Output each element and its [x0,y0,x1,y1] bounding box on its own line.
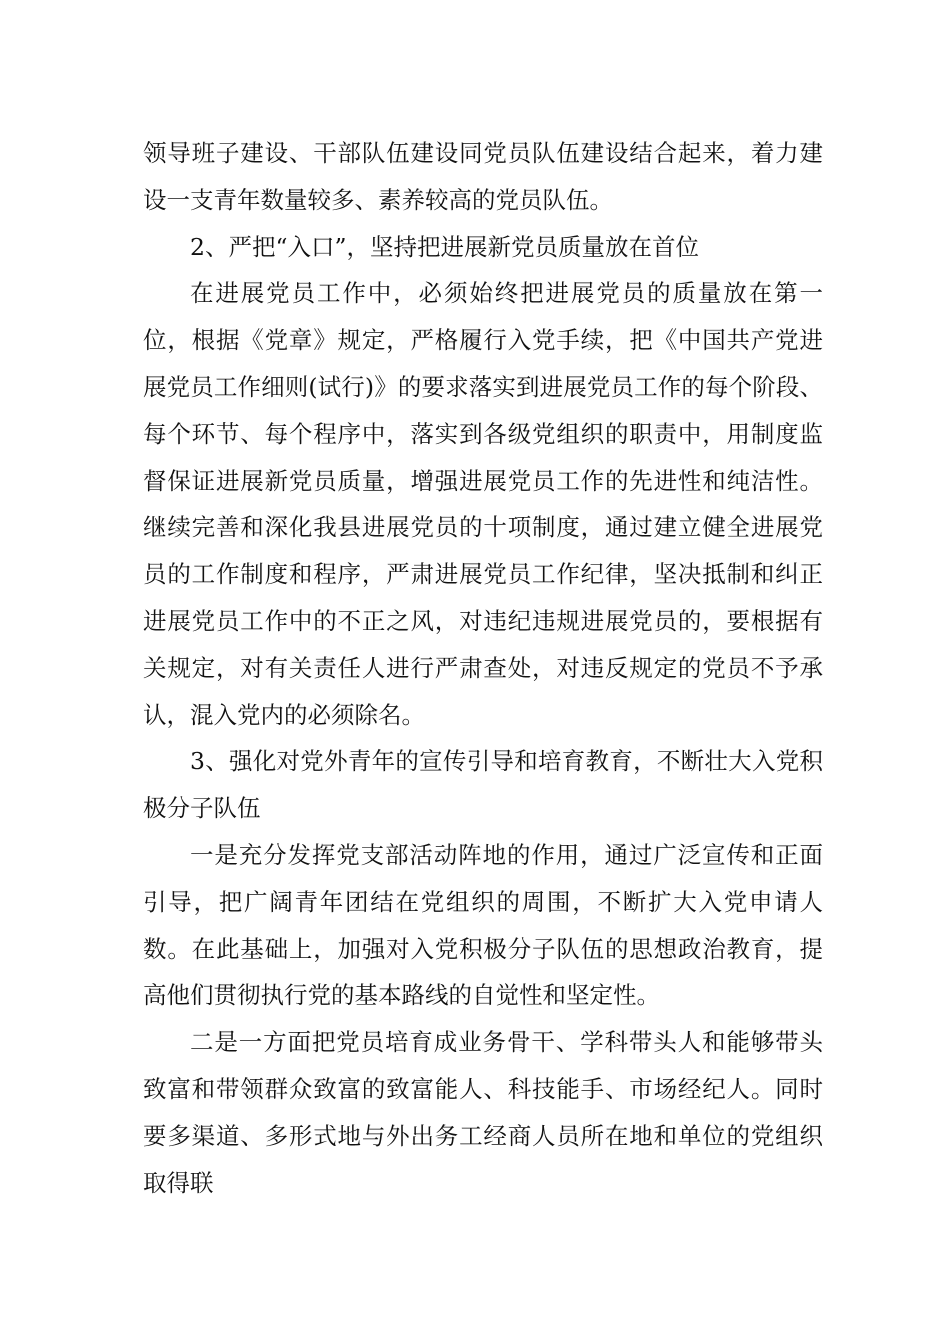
paragraph-1: 领导班子建设、干部队伍建设同党员队伍建设结合起来，着力建设一支青年数量较多、素养较高的党员队伍。 [143,139,823,214]
paragraph-heading-2: 2、严把“入口”，坚持把进展新党员质量放在首位 [190,232,699,261]
paragraph-5: 一是充分发挥党支部活动阵地的作用，通过广泛宣传和正面引导，把广阔青年团结在党组织的周围，不断扩大入党申请人数。在此基础上，加强对入党积极分子队伍的思想政治教育，提高他们贯彻执行党的基本路线的自觉性和坚定性。 [143,840,823,1010]
paragraph-3: 在进展党员工作中，必须始终把进展党员的质量放在第一位，根据《党章》规定，严格履行入党手续，把《中国共产党进展党员工作细则(试行)》的要求落实到进展党员工作的每个阶段、每个环节、每个程序中，落实到各级党组织的职责中，用制度监督保证进展新党员质量，增强进展党员工作的先进性和纯洁性。继续完善和深化我县进展党员的十项制度，通过建立健全进展党员的工作制度和程序，严肃进展党员工作纪律，坚决抵制和纠正进展党员工作中的不正之风，对违纪违规进展党员的，要根据有关规定，对有关责任人进行严肃查处，对违反规定的党员不予承认，混入党内的必须除名。 [143,279,823,729]
document-body [143,130,823,1206]
paragraph-heading-3: 3、强化对党外青年的宣传引导和培育教育，不断壮大入党积极分子队伍 [143,747,823,823]
paragraph-6: 二是一方面把党员培育成业务骨干、学科带头人和能够带头致富和带领群众致富的致富能人、科技能手、市场经纪人。同时要多渠道、多形式地与外出务工经商人员所在地和单位的党组织取得联 [143,1028,823,1197]
